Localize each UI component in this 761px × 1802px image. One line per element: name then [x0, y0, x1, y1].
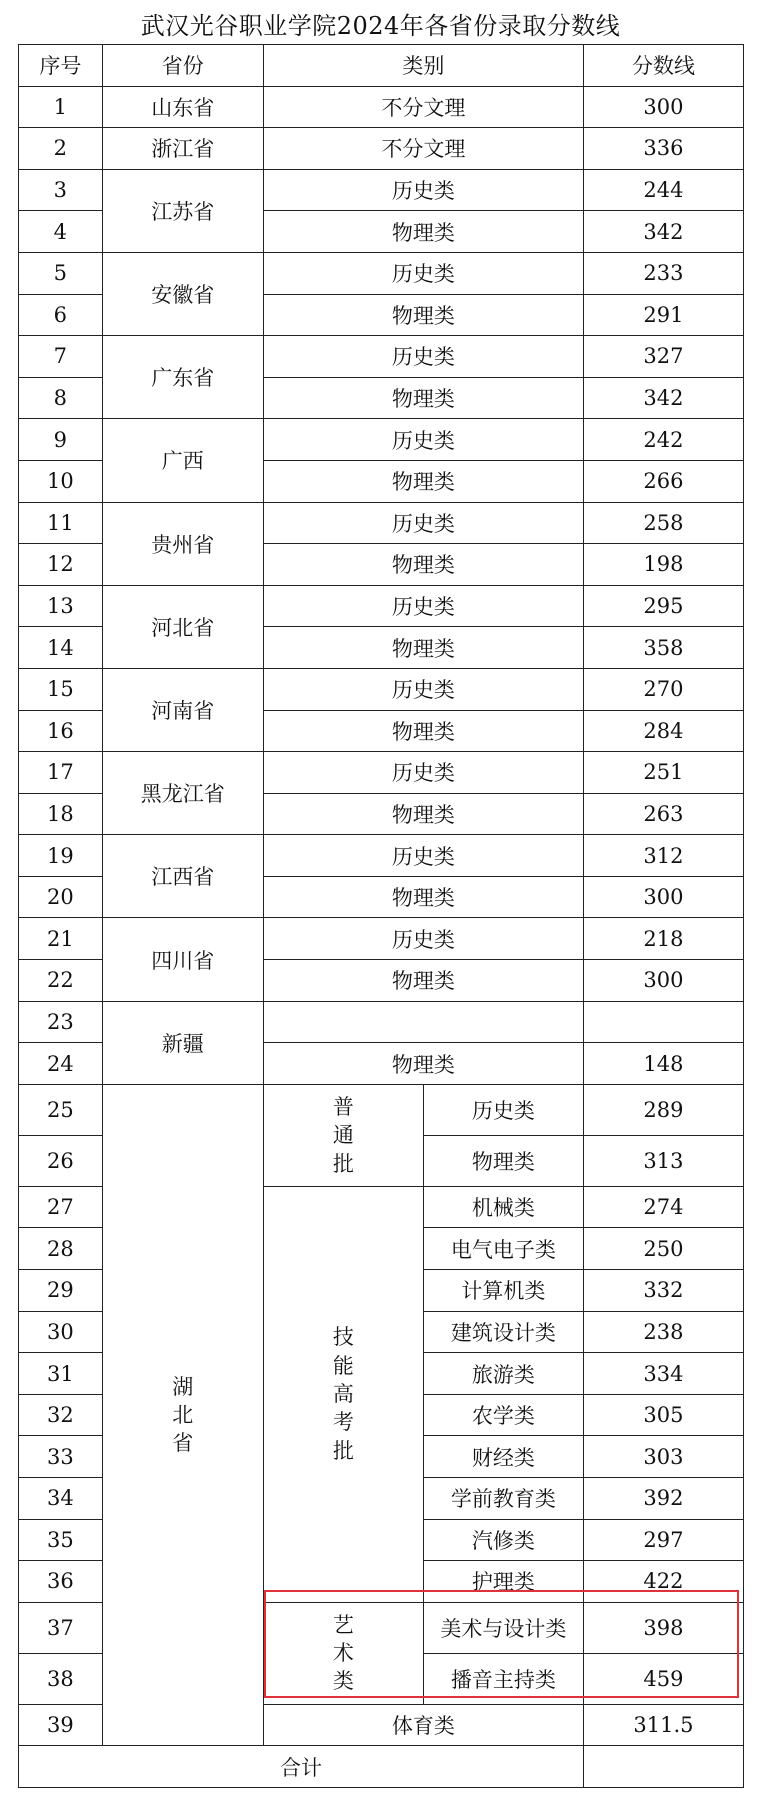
row-seq: 5 — [19, 252, 103, 294]
row-seq: 1 — [19, 86, 103, 128]
table-row — [19, 419, 744, 461]
row-province: 黑龙江省 — [102, 752, 263, 835]
row-province: 贵州省 — [102, 502, 263, 585]
row-province: 安徽省 — [102, 252, 263, 335]
row-seq: 31 — [19, 1353, 103, 1395]
row-score: 422 — [583, 1561, 743, 1603]
row-seq: 27 — [19, 1186, 103, 1228]
row-seq: 26 — [19, 1135, 103, 1186]
row-score: 398 — [583, 1602, 743, 1653]
row-subcategory: 旅游类 — [423, 1353, 583, 1395]
row-category: 历史类 — [263, 585, 583, 627]
row-subcategory: 电气电子类 — [423, 1228, 583, 1270]
total-label: 合计 — [19, 1746, 584, 1788]
row-score: 198 — [583, 544, 743, 586]
table-row — [19, 502, 744, 544]
row-seq: 22 — [19, 960, 103, 1002]
row-seq: 29 — [19, 1270, 103, 1312]
row-seq: 21 — [19, 918, 103, 960]
row-score: 342 — [583, 211, 743, 253]
table-row — [19, 252, 744, 294]
row-province: 湖 北 省 — [102, 1084, 263, 1746]
row-seq: 20 — [19, 876, 103, 918]
row-category: 历史类 — [263, 419, 583, 461]
table-row — [19, 336, 744, 378]
table-row — [19, 1001, 744, 1043]
row-category — [263, 1001, 583, 1043]
row-category: 物理类 — [263, 876, 583, 918]
row-score: 332 — [583, 1270, 743, 1312]
row-score: 270 — [583, 668, 743, 710]
row-seq: 17 — [19, 752, 103, 794]
row-score: 218 — [583, 918, 743, 960]
header-province: 省份 — [102, 45, 263, 87]
row-score: 459 — [583, 1653, 743, 1704]
row-score: 284 — [583, 710, 743, 752]
row-province: 山东省 — [102, 86, 263, 128]
row-seq: 35 — [19, 1519, 103, 1561]
table-header-row — [19, 45, 744, 87]
row-seq: 4 — [19, 211, 103, 253]
row-subcategory: 建筑设计类 — [423, 1311, 583, 1353]
row-score: 358 — [583, 627, 743, 669]
row-score: 336 — [583, 128, 743, 170]
total-row — [19, 1746, 744, 1788]
row-seq: 3 — [19, 169, 103, 211]
row-category: 不分文理 — [263, 86, 583, 128]
row-category: 历史类 — [263, 835, 583, 877]
row-score: 311.5 — [583, 1704, 743, 1746]
row-subcategory: 汽修类 — [423, 1519, 583, 1561]
row-subcategory: 播音主持类 — [423, 1653, 583, 1704]
row-score: 242 — [583, 419, 743, 461]
row-subcategory: 农学类 — [423, 1394, 583, 1436]
table-row — [19, 169, 744, 211]
total-score — [583, 1746, 743, 1788]
row-province: 河北省 — [102, 585, 263, 668]
row-category: 物理类 — [263, 544, 583, 586]
header-category: 类别 — [263, 45, 583, 87]
row-province: 浙江省 — [102, 128, 263, 170]
row-category: 物理类 — [263, 793, 583, 835]
row-category: 历史类 — [263, 752, 583, 794]
row-score: 250 — [583, 1228, 743, 1270]
row-subcategory: 物理类 — [423, 1135, 583, 1186]
row-seq: 37 — [19, 1602, 103, 1653]
row-seq: 24 — [19, 1043, 103, 1085]
row-score — [583, 1001, 743, 1043]
row-category: 历史类 — [263, 668, 583, 710]
table-row — [19, 918, 744, 960]
row-category: 不分文理 — [263, 128, 583, 170]
row-province: 江苏省 — [102, 169, 263, 252]
table-row — [19, 86, 744, 128]
row-seq: 34 — [19, 1478, 103, 1520]
row-score: 334 — [583, 1353, 743, 1395]
header-score: 分数线 — [583, 45, 743, 87]
row-subcategory: 财经类 — [423, 1436, 583, 1478]
table-row — [19, 668, 744, 710]
row-seq: 12 — [19, 544, 103, 586]
row-category: 物理类 — [263, 377, 583, 419]
page-title: 武汉光谷职业学院2024年各省份录取分数线 — [140, 12, 621, 40]
row-category: 物理类 — [263, 627, 583, 669]
row-batch-group: 技 能 高 考 批 — [263, 1186, 423, 1602]
row-batch-group: 艺 术 类 — [263, 1602, 423, 1704]
row-seq: 32 — [19, 1394, 103, 1436]
row-seq: 30 — [19, 1311, 103, 1353]
row-score: 291 — [583, 294, 743, 336]
row-score: 289 — [583, 1084, 743, 1135]
row-province: 广东省 — [102, 336, 263, 419]
row-seq: 36 — [19, 1561, 103, 1603]
row-score: 392 — [583, 1478, 743, 1520]
row-score: 238 — [583, 1311, 743, 1353]
header-seq: 序号 — [19, 45, 103, 87]
row-seq: 33 — [19, 1436, 103, 1478]
row-seq: 11 — [19, 502, 103, 544]
row-category: 历史类 — [263, 918, 583, 960]
row-score: 303 — [583, 1436, 743, 1478]
row-category: 物理类 — [263, 710, 583, 752]
row-seq: 19 — [19, 835, 103, 877]
row-score: 342 — [583, 377, 743, 419]
row-score: 274 — [583, 1186, 743, 1228]
row-seq: 8 — [19, 377, 103, 419]
row-subcategory: 计算机类 — [423, 1270, 583, 1312]
row-category: 历史类 — [263, 252, 583, 294]
row-score: 312 — [583, 835, 743, 877]
row-seq: 15 — [19, 668, 103, 710]
row-province: 新疆 — [102, 1001, 263, 1084]
row-seq: 38 — [19, 1653, 103, 1704]
row-score: 297 — [583, 1519, 743, 1561]
row-subcategory: 护理类 — [423, 1561, 583, 1603]
row-category: 物理类 — [263, 294, 583, 336]
row-score: 313 — [583, 1135, 743, 1186]
row-province: 河南省 — [102, 668, 263, 751]
row-batch-group: 普 通 批 — [263, 1084, 423, 1186]
row-score: 266 — [583, 460, 743, 502]
row-score: 251 — [583, 752, 743, 794]
row-seq: 28 — [19, 1228, 103, 1270]
row-seq: 39 — [19, 1704, 103, 1746]
row-province: 广西 — [102, 419, 263, 502]
row-category: 历史类 — [263, 336, 583, 378]
row-score: 300 — [583, 86, 743, 128]
row-score: 300 — [583, 960, 743, 1002]
row-seq: 23 — [19, 1001, 103, 1043]
row-seq: 9 — [19, 419, 103, 461]
row-category: 体育类 — [263, 1704, 583, 1746]
row-seq: 10 — [19, 460, 103, 502]
row-category: 物理类 — [263, 211, 583, 253]
row-category: 物理类 — [263, 460, 583, 502]
row-category: 物理类 — [263, 1043, 583, 1085]
row-subcategory: 学前教育类 — [423, 1478, 583, 1520]
row-province: 江西省 — [102, 835, 263, 918]
row-seq: 7 — [19, 336, 103, 378]
row-subcategory: 机械类 — [423, 1186, 583, 1228]
row-subcategory: 美术与设计类 — [423, 1602, 583, 1653]
row-seq: 6 — [19, 294, 103, 336]
row-province: 四川省 — [102, 918, 263, 1001]
row-score: 233 — [583, 252, 743, 294]
table-row — [19, 752, 744, 794]
row-score: 295 — [583, 585, 743, 627]
row-category: 历史类 — [263, 502, 583, 544]
row-subcategory: 历史类 — [423, 1084, 583, 1135]
table-row — [19, 1084, 744, 1135]
row-category: 物理类 — [263, 960, 583, 1002]
row-score: 244 — [583, 169, 743, 211]
row-seq: 16 — [19, 710, 103, 752]
row-score: 258 — [583, 502, 743, 544]
table-row — [19, 585, 744, 627]
row-seq: 2 — [19, 128, 103, 170]
row-seq: 13 — [19, 585, 103, 627]
row-score: 263 — [583, 793, 743, 835]
row-score: 327 — [583, 336, 743, 378]
row-seq: 25 — [19, 1084, 103, 1135]
score-table — [18, 44, 744, 1788]
row-score: 305 — [583, 1394, 743, 1436]
row-score: 148 — [583, 1043, 743, 1085]
table-row — [19, 835, 744, 877]
row-score: 300 — [583, 876, 743, 918]
table-row — [19, 128, 744, 170]
row-category: 历史类 — [263, 169, 583, 211]
row-seq: 14 — [19, 627, 103, 669]
row-seq: 18 — [19, 793, 103, 835]
